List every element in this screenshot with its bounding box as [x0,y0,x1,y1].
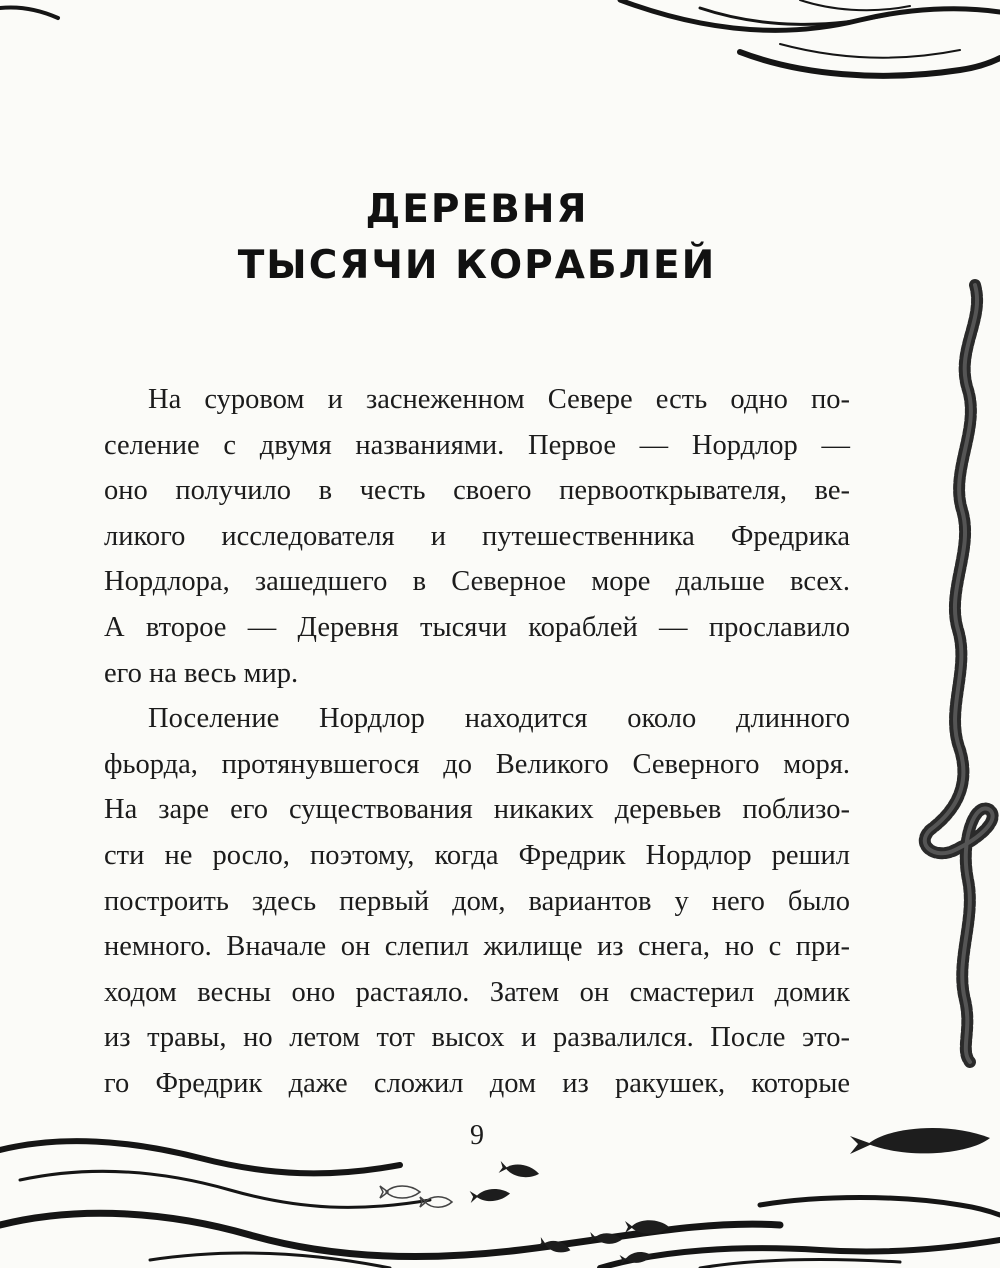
text-line: его на весь мир. [104,657,299,689]
text-line: На суровом и заснеженном Севере есть одно по- [148,384,850,415]
text-line: из травы, но летом тот высох и развалился. После это- [104,1022,850,1054]
text-line: селение с двумя названиями. Первое — Нордлор — [104,429,850,461]
book-page [104,0,850,1268]
text-line: немного. Вначале он слепил жилище из снега, но с при- [104,931,850,963]
text-line: го Фредрик даже сложил дом из ракушек, которые [104,1067,850,1099]
paragraph-2 [104,696,850,1106]
body-text [104,377,850,1107]
paragraph-1 [104,377,850,696]
text-line: фьорда, протянувшегося до Великого Северного моря. [104,748,850,780]
chapter-title-line-1: ДЕРЕВНЯ [365,187,589,232]
text-line: построить здесь первый дом, вариантов у него было [104,885,850,917]
text-line: Нордлора, зашедшего в Северное море дальше всех. [104,566,850,598]
text-line: На заре его существования никаких деревьев поблизо- [104,794,850,826]
chapter-title [104,182,850,294]
page-number: 9 [470,1120,484,1151]
text-line: оно получило в честь своего первооткрывателя, ве- [104,475,850,507]
wave-border-left-icon [0,7,58,18]
text-line: ходом весны оно растаяло. Затем он смастерил домик [104,976,850,1008]
chapter-title-line-2: ТЫСЯЧИ КОРАБЛЕЙ [237,243,717,288]
text-line: ликого исследователя и путешественника Фредрика [104,520,850,552]
text-line: Поселение Нордлор находится около длинного [148,703,850,735]
text-line: сти не росло, поэтому, когда Фредрик Нордлор решил [104,839,850,871]
rope-icon [925,285,993,1062]
text-line: А второе — Деревня тысячи кораблей — прославило [104,611,850,643]
